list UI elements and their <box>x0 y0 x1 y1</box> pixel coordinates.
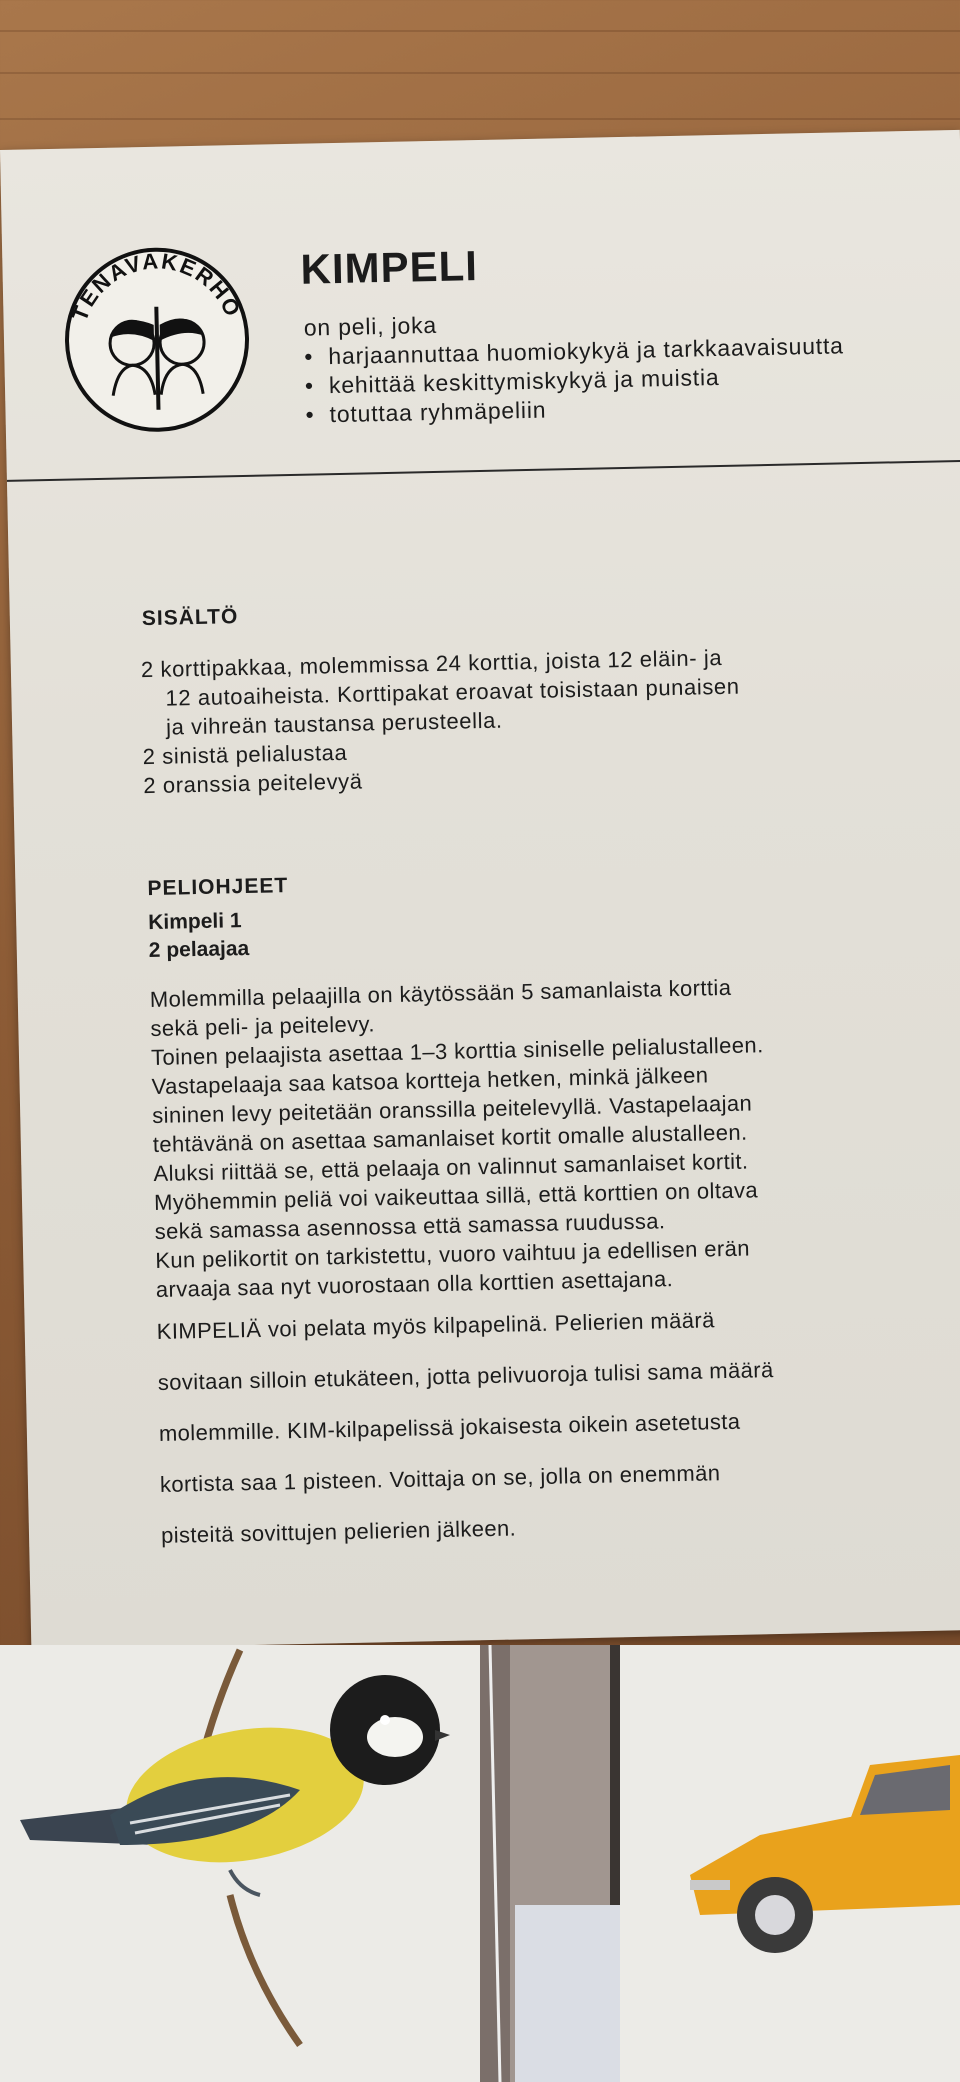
intro-bullets <box>304 331 845 429</box>
wood-grain <box>0 72 960 74</box>
contents-line: 2 sinistä pelialustaa <box>142 739 348 770</box>
rules-line: sekä peli- ja peitelevy. <box>150 1011 376 1042</box>
picture-cards <box>0 1645 960 2082</box>
contents-line: 12 autoaiheista. Korttipakat eroavat toisistaan punaisen <box>165 673 740 711</box>
contents-line: 2 oranssia peitelevyä <box>143 768 363 799</box>
rules-line: tehtävänä on asettaa samanlaiset kortit omalle alustalleen. <box>152 1119 748 1158</box>
rules-line: Kun pelikortit on tarkistettu, vuoro vaihtuu ja edellisen erän <box>155 1235 751 1273</box>
rules-line: Molemmilla pelaajilla on käytössään 5 samanlaista korttia <box>149 974 732 1013</box>
tenavakerho-logo <box>60 243 254 437</box>
scoring-line: sovitaan silloin etukäteen, jotta pelivuoroja tulisi sama määrä <box>157 1357 774 1395</box>
rules-line: Vastapelaaja saa katsoa kortteja hetken, minkä jälkeen <box>151 1062 709 1100</box>
scoring-line: KIMPELIÄ voi pelata myös kilpapelinä. Pelierien määrä <box>156 1307 715 1344</box>
bullet-item: • harjaannuttaa huomiokykyä ja tarkkaavaisuutta <box>304 331 844 371</box>
scoring-text <box>156 1279 942 1572</box>
players-count: 2 pelaajaa <box>148 936 250 963</box>
wood-grain <box>0 118 960 120</box>
scoring-line: pisteitä sovittujen pelierien jälkeen. <box>160 1515 517 1548</box>
contents-heading: SISÄLTÖ <box>141 605 239 631</box>
contents-list <box>141 639 924 800</box>
contents-line: 2 korttipakkaa, molemmissa 24 korttia, joista 12 eläin- ja <box>140 644 723 683</box>
rules-line: Toinen pelaajista asettaa 1–3 korttia siniselle pelialustalleen. <box>150 1032 764 1071</box>
rules-line: sininen levy peitetään oranssilla peitelevyllä. Vastapelaajan <box>151 1090 753 1129</box>
contents-line: ja vihreän taustansa perusteella. <box>165 707 503 740</box>
scoring-line: molemmille. KIM-kilpapelissä jokaisesta oikein asetetusta <box>158 1408 741 1446</box>
rules-line: Aluksi riittää se, että pelaaja on valinnut samanlaiset kortit. <box>153 1148 749 1187</box>
scoring-line: kortista saa 1 pisteen. Voittaja on se, jolla on enemmän <box>159 1460 721 1497</box>
page-title: KIMPELI <box>300 242 479 293</box>
intro-lead: on peli, joka <box>303 311 438 341</box>
instructions-heading: PELIOHJEET <box>147 874 289 901</box>
rules-line: sekä samassa asennossa että samassa ruudussa. <box>154 1208 666 1244</box>
instruction-sheet <box>0 130 960 1650</box>
rules-line: Myöhemmin peliä voi vaikeuttaa sillä, että korttien on oltava <box>153 1177 759 1216</box>
section-divider <box>7 460 960 482</box>
rules-text <box>150 969 937 1304</box>
rules-line: arvaaja saa nyt vuorostaan olla korttien asettajana. <box>155 1266 674 1302</box>
bullet-item: • totuttaa ryhmäpeliin <box>305 389 845 429</box>
svg-text:TENAVAKERHO: TENAVAKERHO <box>66 248 247 325</box>
game-name: Kimpeli 1 <box>147 909 242 935</box>
bullet-item: • kehittää keskittymiskykyä ja muistia <box>305 360 845 400</box>
intro-block <box>303 302 845 429</box>
wood-grain <box>0 30 960 32</box>
